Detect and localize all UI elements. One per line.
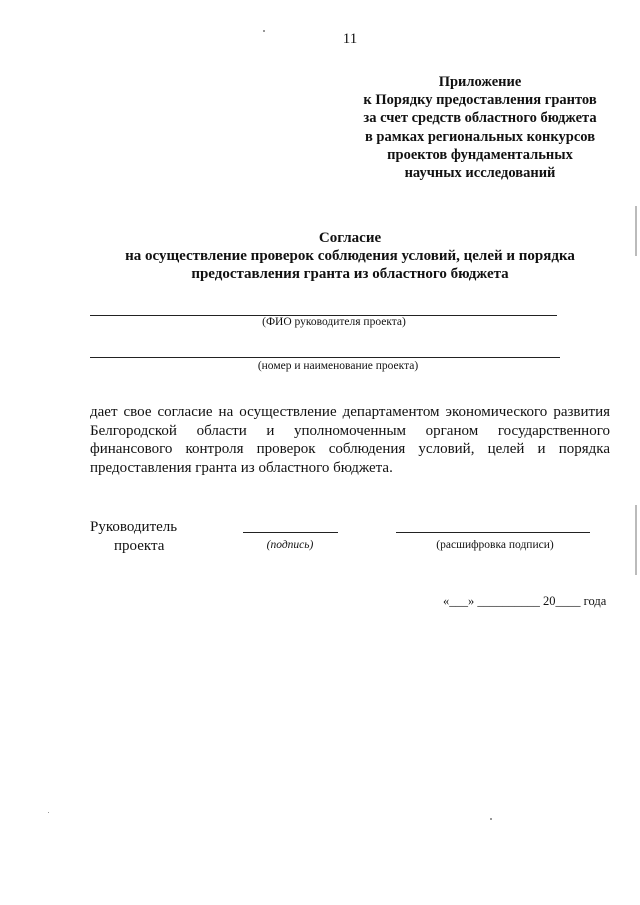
role-label-line2: проекта — [114, 538, 165, 554]
page-number: 11 — [342, 31, 358, 47]
project-field-line[interactable] — [90, 357, 560, 358]
document-title — [40, 229, 640, 283]
paragraph-line: предоставления гранта из областного бюджета. — [90, 459, 393, 476]
title-line: Согласие — [318, 230, 382, 246]
scan-speck — [490, 818, 492, 820]
appendix-line: в рамках региональных конкурсов — [364, 128, 596, 145]
appendix-line: за счет средств областного бюджета — [363, 110, 597, 127]
signature-field-line[interactable] — [243, 532, 338, 533]
title-line: на осуществление проверок соблюдения условий, целей и порядка — [125, 248, 575, 264]
paragraph-line: дает свое согласие на осуществление департаментом экономического развития — [90, 404, 610, 420]
signature-decoding-caption: (расшифровка подписи) — [436, 539, 554, 551]
appendix-line: научных исследований — [404, 165, 556, 182]
scan-edge-mark — [635, 505, 637, 575]
role-label-line1: Руководитель — [90, 519, 178, 535]
scan-speck — [263, 30, 265, 32]
signature-caption: (подпись) — [266, 539, 314, 551]
appendix-header — [335, 73, 625, 182]
scan-speck — [48, 812, 49, 813]
signature-decoding-field-line[interactable] — [396, 532, 590, 533]
paragraph-line: Белгородской области и уполномоченным органом государственного — [90, 422, 610, 439]
appendix-line: проектов фундаментальных — [387, 146, 573, 163]
manager-name-caption: (ФИО руководителя проекта) — [262, 316, 406, 328]
date-field[interactable]: «___» __________ 20____ года — [443, 594, 607, 608]
appendix-line: к Порядку предоставления грантов — [363, 92, 597, 109]
paragraph-line: финансового контроля проверок соблюдения условий, целей и порядка — [90, 441, 610, 458]
appendix-line: Приложение — [438, 74, 522, 90]
consent-paragraph — [90, 403, 610, 477]
title-line: предоставления гранта из областного бюджета — [191, 266, 509, 282]
project-caption: (номер и наименование проекта) — [257, 360, 419, 372]
scan-edge-mark — [635, 206, 637, 256]
